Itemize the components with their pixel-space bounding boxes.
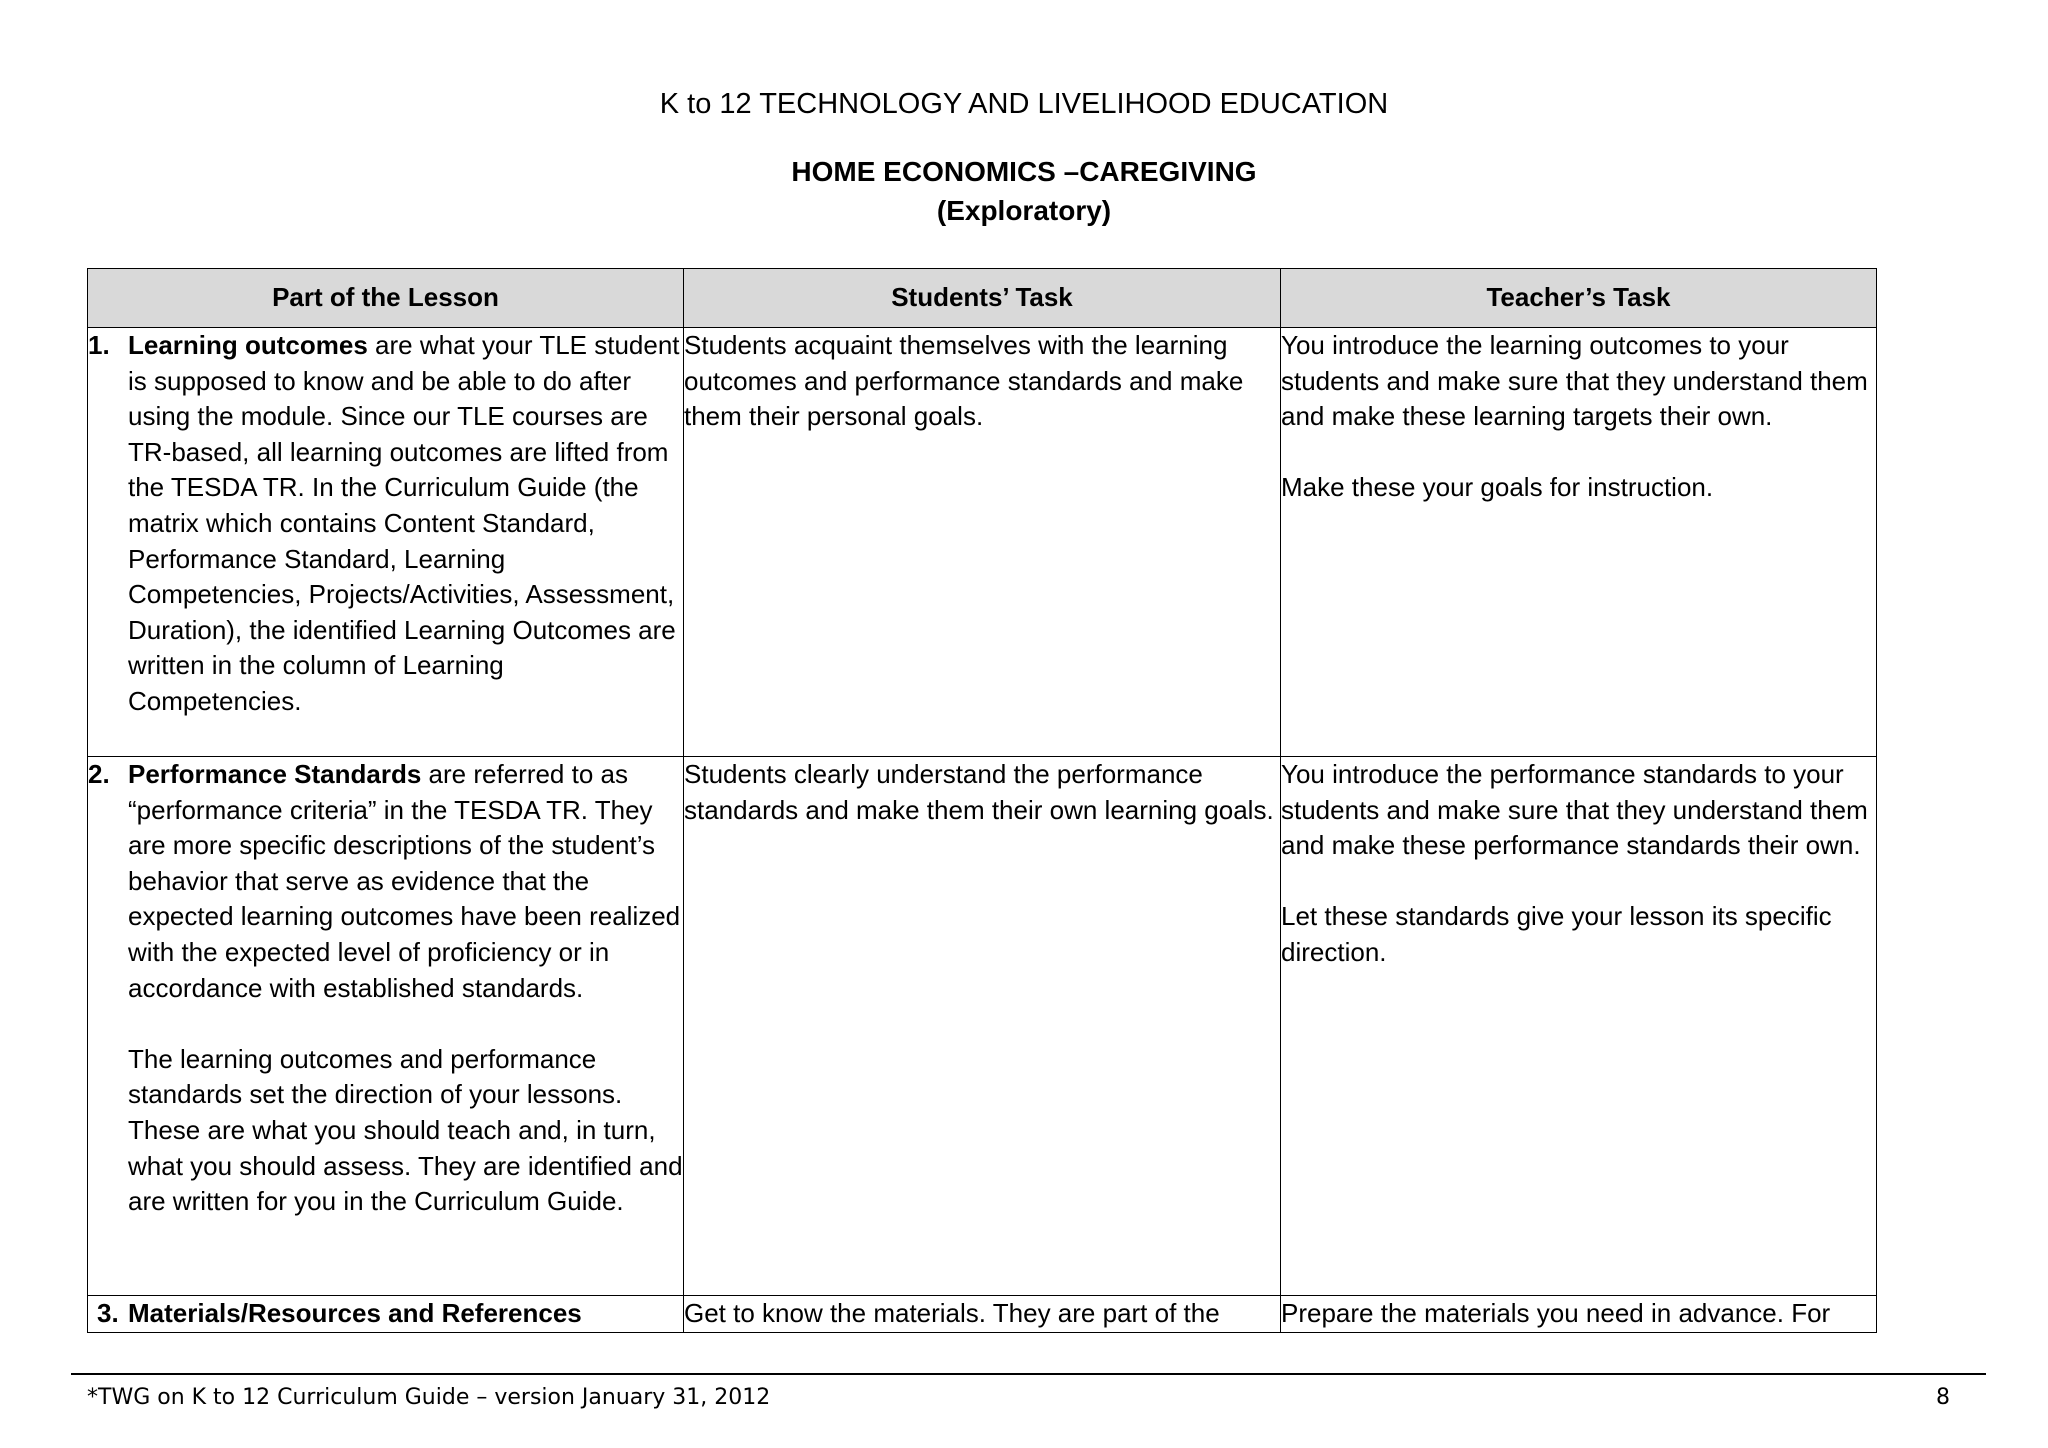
students-task-cell bbox=[684, 757, 1281, 1296]
table-header-row bbox=[88, 269, 1877, 328]
part-description bbox=[128, 328, 683, 720]
subtitle-line-1: HOME ECONOMICS –CAREGIVING bbox=[791, 156, 1257, 187]
column-header-students-task: Students’ Task bbox=[684, 269, 1281, 328]
part-cell bbox=[88, 757, 684, 1296]
part-text: are what your TLE student is supposed to know and be able to do after using the module. Since our TLE courses are TR-based, all learning outcomes are lifted from the TESDA TR. In the Curriculum Guide (the matrix which contains Content Standard, Performance Standard, Learning Competencies, Projects/Activities, Assessment, Duration), the identified Learning Outcomes are written in the column of Learning Competencies. bbox=[128, 330, 680, 716]
table-row bbox=[88, 757, 1877, 1296]
students-task-text: Students acquaint themselves with the learning outcomes and performance standards and make them their personal goals. bbox=[684, 330, 1244, 432]
table-row bbox=[88, 328, 1877, 757]
table-row bbox=[88, 1296, 1877, 1333]
part-heading: Materials/Resources and References bbox=[128, 1298, 582, 1328]
teachers-task-extra: Let these standards give your lesson its specific direction. bbox=[1281, 901, 1832, 967]
part-description bbox=[128, 1296, 683, 1332]
teachers-task-cell bbox=[1281, 1296, 1877, 1333]
part-description bbox=[128, 757, 683, 1220]
row-number: 3. bbox=[97, 1298, 119, 1328]
footer-text: *TWG on K to 12 Curriculum Guide – version January 31, 2012 bbox=[87, 1385, 771, 1410]
part-cell bbox=[88, 328, 684, 757]
students-task-cell bbox=[684, 1296, 1281, 1333]
teachers-task-text: Prepare the materials you need in advance. For bbox=[1281, 1298, 1831, 1328]
row-number: 2. bbox=[88, 759, 110, 789]
lesson-guide-table bbox=[87, 268, 1877, 1333]
document-subtitle bbox=[0, 152, 2048, 230]
students-task-text: Students clearly understand the performance standards and make them their own learning goals. bbox=[684, 759, 1274, 825]
teachers-task-text: You introduce the performance standards to your students and make sure that they understand them and make these performance standards their own. bbox=[1281, 759, 1868, 861]
subtitle-line-2: (Exploratory) bbox=[936, 195, 1112, 226]
teachers-task-extra: Make these your goals for instruction. bbox=[1281, 472, 1714, 503]
part-heading: Learning outcomes bbox=[128, 330, 368, 360]
part-extra-text: The learning outcomes and performance standards set the direction of your lessons. These are what you should teach and, in turn, what you should assess. They are identified and are written for you in the Curriculum Guide. bbox=[128, 1043, 683, 1217]
column-header-part: Part of the Lesson bbox=[88, 269, 684, 328]
column-header-teachers-task: Teacher’s Task bbox=[1281, 269, 1877, 328]
row-number: 1. bbox=[88, 330, 110, 360]
document-title: K to 12 TECHNOLOGY AND LIVELIHOOD EDUCATION bbox=[659, 88, 1389, 120]
teachers-task-text: You introduce the learning outcomes to your students and make sure that they understand them and make these learning targets their own. bbox=[1281, 330, 1868, 432]
part-cell bbox=[88, 1296, 684, 1333]
page-number: 8 bbox=[1936, 1385, 1950, 1410]
teachers-task-cell bbox=[1281, 328, 1877, 757]
teachers-task-cell bbox=[1281, 757, 1877, 1296]
students-task-cell bbox=[684, 328, 1281, 757]
part-heading: Performance Standards bbox=[128, 759, 422, 789]
part-text: are referred to as “performance criteria” in the TESDA TR. They are more specific descriptions of the student’s behavior that serve as evidence that the expected learning outcomes have been realized with the expected level of proficiency or in accordance with established standards. bbox=[128, 759, 681, 1003]
footer-divider bbox=[71, 1373, 1986, 1375]
students-task-text: Get to know the materials. They are part of the bbox=[684, 1298, 1220, 1328]
